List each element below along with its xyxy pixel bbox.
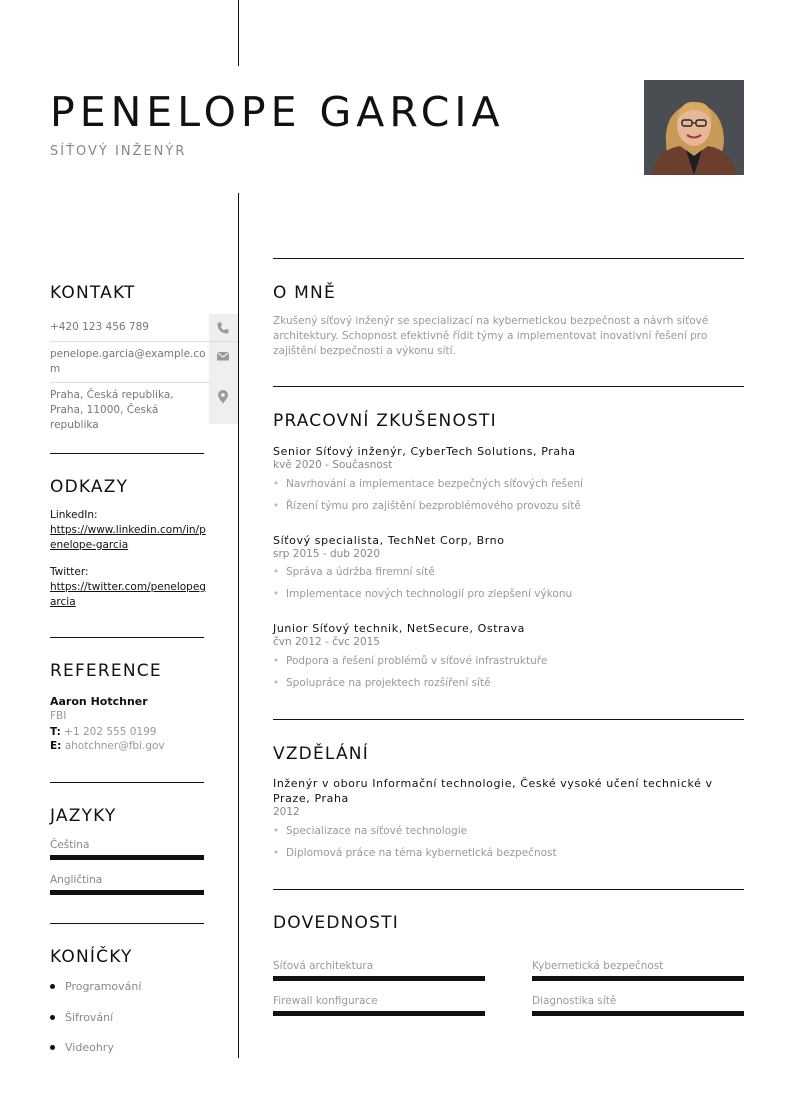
links-heading: ODKAZY (50, 477, 129, 497)
reference-phone (50, 726, 156, 738)
bullet-dot (50, 1045, 55, 1050)
divider-vertical (238, 193, 239, 1058)
hobby-item (50, 980, 141, 993)
profile-photo (644, 80, 744, 175)
about-text: Zkušený síťový inženýr se specializací na kybernetickou bezpečnost a návrh síťové architektury. Schopnost efektivně řídit týmy a implementovat inovativní řešení pro zajištění bezpečnosti a výkonu sítí. (273, 315, 709, 357)
job-bullet (273, 677, 491, 689)
section-divider (273, 258, 744, 259)
section-divider (50, 923, 204, 924)
section-divider (273, 889, 744, 890)
candidate-title: SÍŤOVÝ INŽENÝR (50, 144, 187, 159)
language-level-bar (50, 890, 204, 895)
bullet-dot (50, 1015, 55, 1020)
map-pin-icon (216, 390, 230, 404)
skill-name: Firewall konfigurace (273, 995, 378, 1007)
section-divider (50, 782, 204, 783)
education-heading: VZDĚLÁNÍ (273, 744, 369, 764)
education-bullet (273, 847, 557, 859)
job-title: Síťový specialista, TechNet Corp, Brno (273, 534, 505, 547)
education-bullet-text: Diplomová práce na téma kybernetická bezpečnost (286, 847, 557, 859)
section-divider (50, 453, 204, 454)
contact-email-text: penelope.garcia@example.com (50, 348, 206, 375)
education-date: 2012 (273, 806, 300, 818)
job-bullet (273, 500, 581, 512)
section-divider (50, 637, 204, 638)
reference-name: Aaron Hotchner (50, 695, 148, 708)
section-divider (273, 719, 744, 720)
contact-email (50, 347, 210, 383)
education-bullet (273, 825, 467, 837)
bullet-marker: • (273, 825, 280, 837)
envelope-icon (216, 349, 230, 363)
reference-heading: REFERENCE (50, 661, 162, 681)
job-bullet-text: Správa a údržba firemní sítě (286, 566, 435, 578)
linkedin-link[interactable]: https://www.linkedin.com/in/penelope-garcia (50, 524, 206, 551)
linkedin-label: LinkedIn: (50, 509, 98, 521)
job-bullet (273, 588, 572, 600)
education-title: Inženýr v oboru Informační technologie, České vysoké učení technické v Praze, Praha (273, 777, 713, 805)
job-title: Junior Síťový technik, NetSecure, Ostrava (273, 622, 526, 635)
job-bullet (273, 566, 435, 578)
language-name: Angličtina (50, 874, 103, 886)
job-bullet-text: Navrhování a implementace bezpečných síťových řešení (286, 478, 584, 490)
hobbies-heading: KONÍČKY (50, 947, 133, 967)
reference-email-label: E: (50, 740, 62, 752)
bullet-marker: • (273, 655, 280, 667)
contact-address (50, 388, 210, 433)
job-bullet-text: Spolupráce na projektech rozšíření sítě (286, 677, 491, 689)
language-name: Čeština (50, 839, 90, 851)
job-date: kvě 2020 - Současnost (273, 459, 393, 471)
bullet-marker: • (273, 500, 280, 512)
reference-phone-label: T: (50, 726, 61, 738)
candidate-name: PENELOPE GARCIA (50, 88, 505, 136)
reference-org: FBI (50, 710, 67, 722)
skill-level-bar (532, 1011, 744, 1016)
contact-heading: KONTAKT (50, 283, 136, 303)
hobby-text: Šifrování (65, 1011, 114, 1024)
languages-heading: JAZYKY (50, 806, 117, 826)
job-title: Senior Síťový inženýr, CyberTech Solutions, Praha (273, 445, 576, 458)
language-level-bar (50, 855, 204, 860)
reference-email-value: ahotchner@fbi.gov (64, 740, 165, 752)
skill-name: Síťová architektura (273, 960, 374, 972)
skill-level-bar (273, 976, 485, 981)
job-bullet-text: Podpora a řešení problémů v síťové infrastruktuře (286, 655, 548, 667)
twitter-link[interactable]: https://twitter.com/penelopegarcia (50, 581, 206, 608)
job-bullet-text: Řízení týmu pro zajištění bezproblémového provozu sítě (286, 500, 581, 512)
experience-heading: PRACOVNÍ ZKUŠENOSTI (273, 411, 497, 431)
section-divider (273, 386, 744, 387)
bullet-dot (50, 984, 55, 989)
hobby-item (50, 1011, 113, 1024)
bullet-marker: • (273, 677, 280, 689)
about-heading: O MNĚ (273, 283, 336, 303)
job-date: srp 2015 - dub 2020 (273, 548, 381, 560)
job-bullet (273, 478, 583, 490)
education-bullet-text: Specializace na síťové technologie (286, 825, 468, 837)
bullet-marker: • (273, 588, 280, 600)
contact-phone-text: +420 123 456 789 (50, 321, 149, 333)
skill-name: Kybernetická bezpečnost (532, 960, 664, 972)
hobby-text: Programování (65, 980, 142, 993)
skill-level-bar (273, 1011, 485, 1016)
bullet-marker: • (273, 566, 280, 578)
job-date: čvn 2012 - čvc 2015 (273, 636, 380, 648)
reference-email (50, 740, 165, 752)
bullet-marker: • (273, 478, 280, 490)
twitter-label: Twitter: (50, 566, 89, 578)
job-bullet-text: Implementace nových technologií pro zlepšení výkonu (286, 588, 573, 600)
phone-icon (216, 321, 230, 335)
skills-heading: DOVEDNOSTI (273, 913, 399, 933)
skill-name: Diagnostika sítě (532, 995, 617, 1007)
reference-phone-value: +1 202 555 0199 (64, 726, 157, 738)
hobby-text: Videohry (65, 1041, 114, 1054)
skill-level-bar (532, 976, 744, 981)
hobby-item (50, 1041, 114, 1054)
bullet-marker: • (273, 847, 280, 859)
job-bullet (273, 655, 547, 667)
contact-phone (50, 320, 238, 342)
contact-address-text: Praha, Česká republika, Praha, 11000, Česká republika (50, 389, 174, 431)
divider-vertical-top (238, 0, 239, 66)
